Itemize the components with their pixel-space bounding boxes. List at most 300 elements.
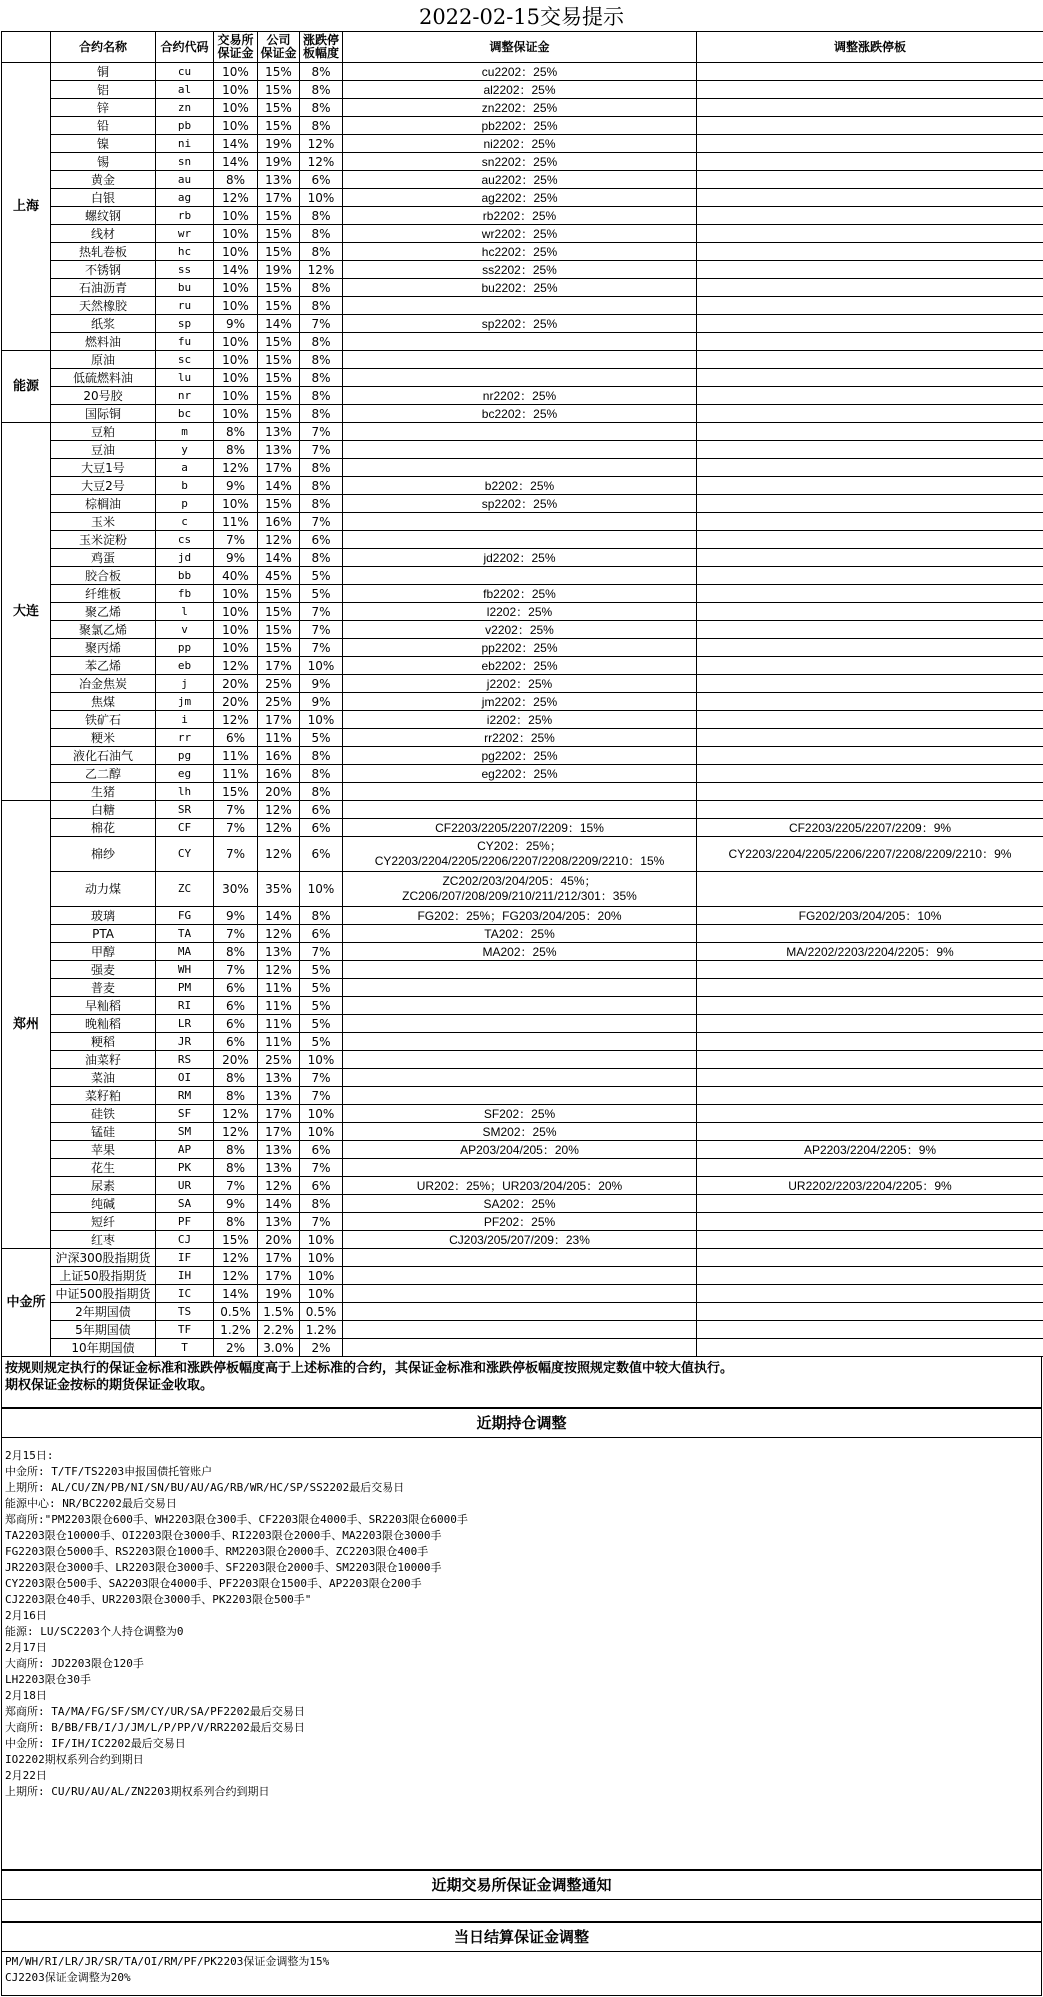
adjusted-limit	[697, 333, 1043, 351]
table-header-row	[2, 32, 1043, 63]
company-margin: 19%	[258, 135, 300, 153]
adjusted-margin: AP203/204/205：20%	[343, 1141, 697, 1159]
adjusted-margin: sn2202：25%	[343, 153, 697, 171]
exchange-margin: 12%	[214, 1105, 258, 1123]
adjusted-limit	[697, 495, 1043, 513]
adjusted-limit: UR2202/2203/2204/2205：9%	[697, 1177, 1043, 1195]
contract-name: 油菜籽	[51, 1051, 156, 1069]
contract-code: PK	[156, 1159, 214, 1177]
contract-code: WH	[156, 961, 214, 979]
exchange-margin: 8%	[214, 1087, 258, 1105]
price-limit: 10%	[300, 711, 343, 729]
rule-notice-line2: 期权保证金按标的期货保证金收取。	[5, 1378, 214, 1393]
adjusted-margin: CY202：25%； CY2203/2204/2205/2206/2207/2208/2209/2210：15%	[343, 837, 697, 872]
contract-code: zn	[156, 99, 214, 117]
price-limit: 7%	[300, 441, 343, 459]
exchange-margin: 12%	[214, 189, 258, 207]
table-row	[2, 1177, 1043, 1195]
page-title: 2022-02-15交易提示	[418, 5, 625, 29]
price-limit: 2%	[300, 1339, 343, 1357]
company-margin: 14%	[258, 477, 300, 495]
adjusted-limit	[697, 243, 1043, 261]
exchange-margin: 6%	[214, 997, 258, 1015]
adjusted-limit	[697, 1123, 1043, 1141]
table-row	[2, 1303, 1043, 1321]
company-margin: 11%	[258, 1033, 300, 1051]
adjusted-limit	[697, 1159, 1043, 1177]
company-margin: 3.0%	[258, 1339, 300, 1357]
contract-code: LR	[156, 1015, 214, 1033]
table-row	[2, 639, 1043, 657]
position-note-line: JR2203限仓3000手、LR2203限仓3000手、SF2203限仓2000手、SM2203限仓10000手	[5, 1561, 442, 1574]
contract-name: 菜油	[51, 1069, 156, 1087]
adjusted-limit	[697, 81, 1043, 99]
price-limit: 7%	[300, 423, 343, 441]
price-limit: 8%	[300, 405, 343, 423]
company-margin: 20%	[258, 783, 300, 801]
contract-code: jd	[156, 549, 214, 567]
header-exchange	[2, 32, 51, 63]
contract-name: 铜	[51, 63, 156, 81]
adjusted-margin: eb2202：25%	[343, 657, 697, 675]
exchange-margin: 10%	[214, 495, 258, 513]
table-row	[2, 1195, 1043, 1213]
company-margin: 15%	[258, 495, 300, 513]
company-margin: 13%	[258, 1087, 300, 1105]
adjusted-margin	[343, 369, 697, 387]
company-margin: 13%	[258, 171, 300, 189]
exchange-margin: 14%	[214, 261, 258, 279]
contract-code: j	[156, 675, 214, 693]
contract-code: IC	[156, 1285, 214, 1303]
adjusted-limit: CF2203/2205/2207/2209：9%	[697, 819, 1043, 837]
price-limit: 6%	[300, 531, 343, 549]
header-price-limit: 涨跌停 板幅度	[300, 32, 343, 63]
company-margin: 12%	[258, 801, 300, 819]
contract-code: au	[156, 171, 214, 189]
contract-name: 沪深300股指期货	[51, 1249, 156, 1267]
contract-name: 黄金	[51, 171, 156, 189]
adjusted-limit	[697, 153, 1043, 171]
settlement-margin-header: 当日结算保证金调整	[1, 1922, 1042, 1952]
adjusted-margin: UR202：25%；UR203/204/205：20%	[343, 1177, 697, 1195]
table-row	[2, 261, 1043, 279]
adjusted-limit	[697, 549, 1043, 567]
price-limit: 6%	[300, 801, 343, 819]
contract-name: 镍	[51, 135, 156, 153]
contract-name: 豆粕	[51, 423, 156, 441]
exchange-margin: 9%	[214, 549, 258, 567]
exchange-margin: 2%	[214, 1339, 258, 1357]
exchange-margin: 10%	[214, 603, 258, 621]
contract-code: ni	[156, 135, 214, 153]
contract-name: 冶金焦炭	[51, 675, 156, 693]
adjusted-margin	[343, 801, 697, 819]
company-margin: 35%	[258, 872, 300, 907]
adjusted-limit: AP2203/2204/2205：9%	[697, 1141, 1043, 1159]
contract-name: 白银	[51, 189, 156, 207]
table-row	[2, 1231, 1043, 1249]
contract-code: nr	[156, 387, 214, 405]
table-row	[2, 315, 1043, 333]
position-note-line: 2月16日	[5, 1609, 47, 1622]
price-limit: 10%	[300, 657, 343, 675]
company-margin: 13%	[258, 1213, 300, 1231]
adjusted-limit	[697, 801, 1043, 819]
contract-name: 石油沥青	[51, 279, 156, 297]
table-row	[2, 801, 1043, 819]
exchange-name: 能源	[2, 351, 51, 423]
adjusted-limit	[697, 1267, 1043, 1285]
table-row	[2, 531, 1043, 549]
table-row	[2, 567, 1043, 585]
table-row	[2, 1213, 1043, 1231]
contract-name: 聚丙烯	[51, 639, 156, 657]
company-margin: 15%	[258, 639, 300, 657]
adjusted-limit	[697, 1231, 1043, 1249]
table-row	[2, 837, 1043, 872]
adjusted-limit: CY2203/2204/2205/2206/2207/2208/2209/2210：9%	[697, 837, 1043, 872]
contract-code: eg	[156, 765, 214, 783]
table-row	[2, 711, 1043, 729]
company-margin: 14%	[258, 549, 300, 567]
company-margin: 15%	[258, 351, 300, 369]
adjusted-limit	[697, 1339, 1043, 1357]
price-limit: 8%	[300, 1195, 343, 1213]
adjusted-margin	[343, 531, 697, 549]
exchange-margin: 8%	[214, 171, 258, 189]
company-margin: 25%	[258, 675, 300, 693]
exchange-margin: 11%	[214, 747, 258, 765]
adjusted-margin: ss2202：25%	[343, 261, 697, 279]
adjusted-margin: bc2202：25%	[343, 405, 697, 423]
exchange-margin: 8%	[214, 943, 258, 961]
adjusted-margin: eg2202：25%	[343, 765, 697, 783]
table-row	[2, 189, 1043, 207]
contract-name: PTA	[51, 925, 156, 943]
header-company-margin: 公司 保证金	[258, 32, 300, 63]
exchange-margin: 10%	[214, 225, 258, 243]
adjusted-margin	[343, 333, 697, 351]
price-limit: 7%	[300, 639, 343, 657]
table-row	[2, 1105, 1043, 1123]
exchange-margin: 7%	[214, 819, 258, 837]
position-note-line: 2月18日	[5, 1689, 47, 1702]
contract-code: fb	[156, 585, 214, 603]
adjusted-limit	[697, 261, 1043, 279]
adjusted-limit	[697, 207, 1043, 225]
contract-code: RS	[156, 1051, 214, 1069]
price-limit: 7%	[300, 315, 343, 333]
company-margin: 15%	[258, 243, 300, 261]
price-limit: 12%	[300, 135, 343, 153]
price-limit: 1.2%	[300, 1321, 343, 1339]
exchange-margin: 0.5%	[214, 1303, 258, 1321]
contract-code: SR	[156, 801, 214, 819]
exchange-margin: 8%	[214, 441, 258, 459]
adjusted-limit	[697, 459, 1043, 477]
table-row	[2, 279, 1043, 297]
adjusted-limit	[697, 997, 1043, 1015]
position-note-line: LH2203限仓30手	[5, 1673, 91, 1686]
company-margin: 15%	[258, 603, 300, 621]
company-margin: 11%	[258, 979, 300, 997]
adjusted-limit	[697, 1195, 1043, 1213]
contract-code: fu	[156, 333, 214, 351]
adjusted-limit	[697, 99, 1043, 117]
company-margin: 15%	[258, 63, 300, 81]
contract-code: PF	[156, 1213, 214, 1231]
position-note-line: CJ2203限仓40手、UR2203限仓3000手、PK2203限仓500手"	[5, 1593, 312, 1606]
table-row	[2, 657, 1043, 675]
adjusted-limit	[697, 783, 1043, 801]
adjusted-limit	[697, 639, 1043, 657]
position-note-line: 大商所: B/BB/FB/I/J/JM/L/P/PP/V/RR2202最后交易日	[5, 1721, 305, 1734]
adjusted-margin: pp2202：25%	[343, 639, 697, 657]
company-margin: 17%	[258, 459, 300, 477]
adjusted-limit	[697, 1321, 1043, 1339]
contract-name: 棉花	[51, 819, 156, 837]
contract-code: AP	[156, 1141, 214, 1159]
contract-code: UR	[156, 1177, 214, 1195]
table-row	[2, 1069, 1043, 1087]
adjusted-margin: wr2202：25%	[343, 225, 697, 243]
price-limit: 12%	[300, 261, 343, 279]
company-margin: 17%	[258, 1267, 300, 1285]
company-margin: 16%	[258, 765, 300, 783]
contract-name: 纸浆	[51, 315, 156, 333]
company-margin: 13%	[258, 1069, 300, 1087]
contract-code: SA	[156, 1195, 214, 1213]
exchange-margin: 11%	[214, 513, 258, 531]
contract-name: 玉米淀粉	[51, 531, 156, 549]
table-row	[2, 621, 1043, 639]
price-limit: 8%	[300, 99, 343, 117]
exchange-margin: 30%	[214, 872, 258, 907]
company-margin: 15%	[258, 279, 300, 297]
contract-name: 焦煤	[51, 693, 156, 711]
exchange-margin: 8%	[214, 1141, 258, 1159]
price-limit: 8%	[300, 117, 343, 135]
price-limit: 8%	[300, 387, 343, 405]
adjusted-limit	[697, 711, 1043, 729]
contract-code: sc	[156, 351, 214, 369]
adjusted-limit	[697, 297, 1043, 315]
contract-name: 国际铜	[51, 405, 156, 423]
contract-code: pg	[156, 747, 214, 765]
contract-name: 不锈钢	[51, 261, 156, 279]
position-note-line: 2月17日	[5, 1641, 47, 1654]
company-margin: 15%	[258, 585, 300, 603]
table-row	[2, 297, 1043, 315]
company-margin: 17%	[258, 1123, 300, 1141]
adjusted-margin: fb2202：25%	[343, 585, 697, 603]
exchange-name: 郑州	[2, 801, 51, 1249]
adjusted-limit	[697, 603, 1043, 621]
table-row	[2, 243, 1043, 261]
adjusted-limit	[697, 369, 1043, 387]
adjusted-margin	[343, 567, 697, 585]
exchange-margin: 9%	[214, 1195, 258, 1213]
contract-name: 动力煤	[51, 872, 156, 907]
contract-code: OI	[156, 1069, 214, 1087]
company-margin: 15%	[258, 207, 300, 225]
company-margin: 12%	[258, 531, 300, 549]
adjusted-limit	[697, 693, 1043, 711]
position-note-line: 中金所: IF/IH/IC2202最后交易日	[5, 1737, 186, 1750]
adjusted-limit	[697, 675, 1043, 693]
adjusted-margin: sp2202：25%	[343, 315, 697, 333]
price-limit: 8%	[300, 369, 343, 387]
adjusted-margin: bu2202：25%	[343, 279, 697, 297]
table-row	[2, 441, 1043, 459]
exchange-margin: 10%	[214, 639, 258, 657]
contract-name: 锌	[51, 99, 156, 117]
contract-code: CJ	[156, 1231, 214, 1249]
price-limit: 8%	[300, 495, 343, 513]
company-margin: 20%	[258, 1231, 300, 1249]
adjusted-limit	[697, 513, 1043, 531]
contract-code: sp	[156, 315, 214, 333]
contract-name: 花生	[51, 1159, 156, 1177]
adjusted-margin: FG202：25%；FG203/204/205：20%	[343, 907, 697, 925]
contract-name: 红枣	[51, 1231, 156, 1249]
contract-code: TF	[156, 1321, 214, 1339]
exchange-margin: 6%	[214, 979, 258, 997]
table-row	[2, 729, 1043, 747]
price-limit: 8%	[300, 207, 343, 225]
exchange-margin: 8%	[214, 1159, 258, 1177]
adjusted-margin: SM202：25%	[343, 1123, 697, 1141]
price-limit: 5%	[300, 961, 343, 979]
exchange-margin: 9%	[214, 477, 258, 495]
company-margin: 16%	[258, 747, 300, 765]
adjusted-limit	[697, 63, 1043, 81]
contract-name: 粳稻	[51, 1033, 156, 1051]
price-limit: 7%	[300, 1087, 343, 1105]
price-limit: 8%	[300, 243, 343, 261]
table-row	[2, 979, 1043, 997]
price-limit: 7%	[300, 621, 343, 639]
header-exchange-margin: 交易所 保证金	[214, 32, 258, 63]
table-row	[2, 961, 1043, 979]
contract-name: 强麦	[51, 961, 156, 979]
adjusted-margin	[343, 1051, 697, 1069]
price-limit: 5%	[300, 979, 343, 997]
exchange-margin: 10%	[214, 387, 258, 405]
exchange-margin: 6%	[214, 1015, 258, 1033]
table-row	[2, 423, 1043, 441]
price-limit: 10%	[300, 1267, 343, 1285]
adjusted-margin	[343, 961, 697, 979]
adjusted-limit	[697, 1303, 1043, 1321]
contract-code: ZC	[156, 872, 214, 907]
price-limit: 8%	[300, 765, 343, 783]
price-limit: 5%	[300, 585, 343, 603]
table-row	[2, 513, 1043, 531]
price-limit: 8%	[300, 333, 343, 351]
contract-code: T	[156, 1339, 214, 1357]
contract-code: PM	[156, 979, 214, 997]
header-contract-code: 合约代码	[156, 32, 214, 63]
contract-name: 10年期国债	[51, 1339, 156, 1357]
position-note-line: 中金所: T/TF/TS2203申报国债托管账户	[5, 1465, 213, 1478]
company-margin: 15%	[258, 99, 300, 117]
contract-name: 菜籽粕	[51, 1087, 156, 1105]
contract-name: 液化石油气	[51, 747, 156, 765]
position-note-line: FG2203限仓5000手、RS2203限仓1000手、RM2203限仓2000手、ZC2203限仓400手	[5, 1545, 429, 1558]
exchange-margin: 12%	[214, 1123, 258, 1141]
contract-code: CF	[156, 819, 214, 837]
header-contract-name: 合约名称	[51, 32, 156, 63]
table-row	[2, 1321, 1043, 1339]
adjusted-margin: hc2202：25%	[343, 243, 697, 261]
adjusted-limit	[697, 315, 1043, 333]
adjusted-margin	[343, 997, 697, 1015]
price-limit: 5%	[300, 1033, 343, 1051]
adjusted-margin	[343, 1249, 697, 1267]
table-row	[2, 997, 1043, 1015]
price-limit: 8%	[300, 783, 343, 801]
exchange-margin: 12%	[214, 459, 258, 477]
contract-code: FG	[156, 907, 214, 925]
contract-code: cs	[156, 531, 214, 549]
contract-code: bc	[156, 405, 214, 423]
company-margin: 11%	[258, 997, 300, 1015]
rule-notice	[1, 1356, 1042, 1408]
adjusted-margin: ni2202：25%	[343, 135, 697, 153]
adjusted-limit	[697, 1051, 1043, 1069]
contract-code: ss	[156, 261, 214, 279]
adjusted-limit	[697, 872, 1043, 907]
contract-code: sn	[156, 153, 214, 171]
adjusted-margin	[343, 351, 697, 369]
adjusted-limit	[697, 441, 1043, 459]
adjusted-limit	[697, 1249, 1043, 1267]
contract-name: 玉米	[51, 513, 156, 531]
contract-code: jm	[156, 693, 214, 711]
header-adjusted-limit: 调整涨跌停板	[697, 32, 1043, 63]
company-margin: 25%	[258, 693, 300, 711]
table-row	[2, 171, 1043, 189]
adjusted-margin: SF202：25%	[343, 1105, 697, 1123]
contract-name: 粳米	[51, 729, 156, 747]
company-margin: 15%	[258, 117, 300, 135]
price-limit: 7%	[300, 1213, 343, 1231]
exchange-margin: 10%	[214, 117, 258, 135]
price-limit: 6%	[300, 1141, 343, 1159]
adjusted-margin	[343, 1159, 697, 1177]
contract-name: 燃料油	[51, 333, 156, 351]
exchange-margin: 10%	[214, 621, 258, 639]
price-limit: 7%	[300, 1159, 343, 1177]
price-limit: 8%	[300, 63, 343, 81]
exchange-margin: 7%	[214, 925, 258, 943]
price-limit: 9%	[300, 693, 343, 711]
adjusted-margin: zn2202：25%	[343, 99, 697, 117]
adjusted-limit	[697, 765, 1043, 783]
adjusted-limit	[697, 1069, 1043, 1087]
price-limit: 8%	[300, 81, 343, 99]
adjusted-limit	[697, 189, 1043, 207]
price-limit: 9%	[300, 675, 343, 693]
table-row	[2, 351, 1043, 369]
company-margin: 17%	[258, 711, 300, 729]
settlement-note-line: CJ2203保证金调整为20%	[5, 1971, 131, 1984]
contract-name: 上证50股指期货	[51, 1267, 156, 1285]
price-limit: 7%	[300, 603, 343, 621]
contract-code: ru	[156, 297, 214, 315]
